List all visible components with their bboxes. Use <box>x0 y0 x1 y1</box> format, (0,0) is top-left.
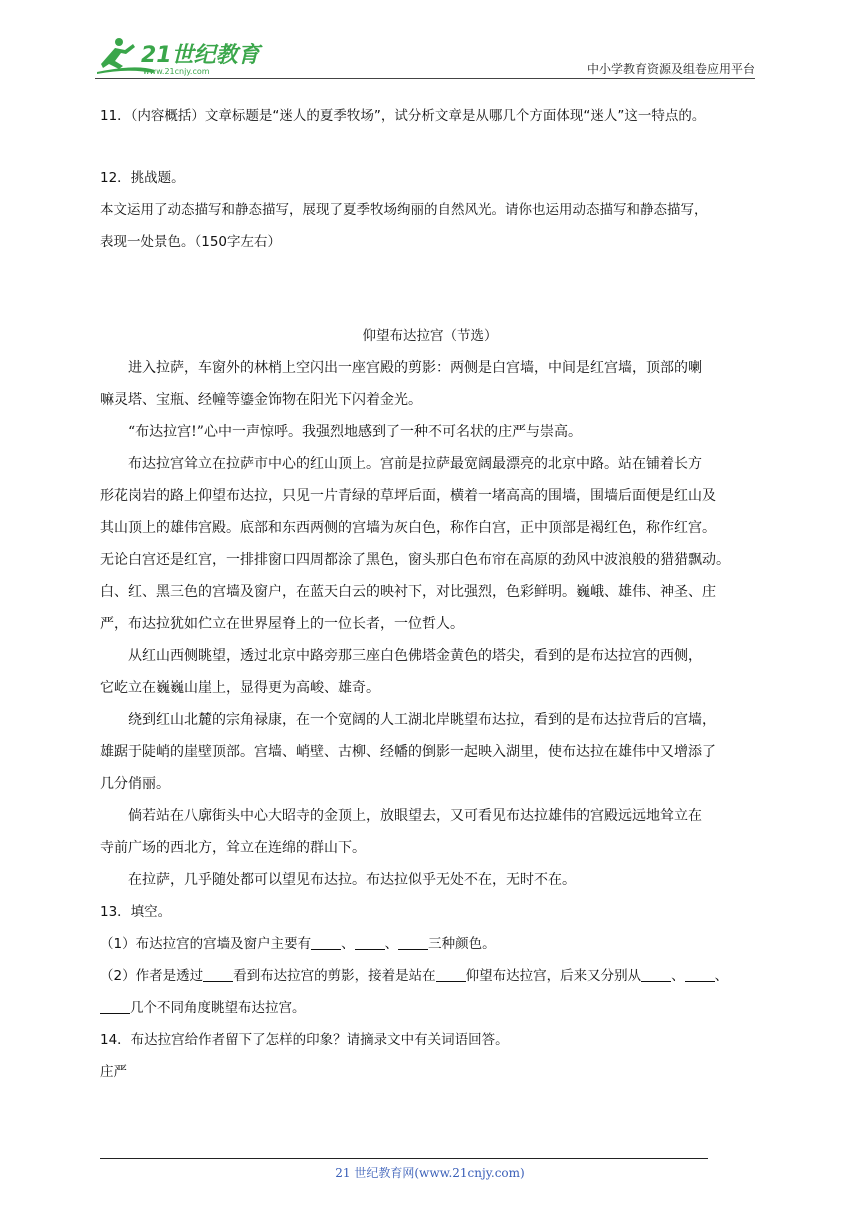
answer-blank[interactable] <box>355 935 385 950</box>
answer-blank[interactable] <box>203 967 233 982</box>
passage-line: 形花岗岩的路上仰望布达拉，只见一片青绿的草坪后面，横着一堵高高的围墙，围墙后面便是红山及 <box>100 488 716 504</box>
platform-label: 中小学教育资源及组卷应用平台 <box>586 62 755 76</box>
question-12-line2: 表现一处景色。（150字左右） <box>100 234 282 250</box>
question-12-title: 12．挑战题。 <box>100 170 185 186</box>
passage-line: 从红山西侧眺望，透过北京中路旁那三座白色佛塔金黄色的塔尖，看到的是布达拉宫的西侧， <box>128 648 702 664</box>
site-logo <box>95 34 265 76</box>
passage-line: 它屹立在巍巍山崖上，显得更为高峻、雄奇。 <box>100 680 380 696</box>
q13-2-text: （2）作者是透过 <box>100 968 204 984</box>
answer-blank[interactable] <box>685 967 715 982</box>
separator: 、 <box>714 968 729 984</box>
separator: 、 <box>671 968 685 984</box>
passage-line: 雄踞于陡峭的崖壁顶部。宫墙、峭壁、古柳、经幡的倒影一起映入湖里，使布达拉在雄伟中又增添了 <box>100 744 716 760</box>
question-13-2 <box>100 960 760 992</box>
answer-blank[interactable] <box>641 967 671 982</box>
passage-line: 在拉萨，几乎随处都可以望见布达拉。布达拉似乎无处不在，无时不在。 <box>128 872 576 888</box>
question-13-1 <box>100 928 760 960</box>
question-13-2-cont <box>100 992 760 1024</box>
passage-line: 几分俏丽。 <box>100 776 170 792</box>
passage-line: 倘若站在八廓街头中心大昭寺的金顶上，放眼望去，又可看见布达拉雄伟的宫殿远远地耸立在 <box>128 808 702 824</box>
passage-line: 其山顶上的雄伟宫殿。底部和东西两侧的宫墙为灰白色，称作白宫，正中顶部是褐红色，称作红宫。 <box>100 520 716 536</box>
footer-divider <box>100 1158 708 1159</box>
passage-line: 布达拉宫耸立在拉萨市中心的红山顶上。宫前是拉萨最宽阔最漂亮的北京中路。站在铺着长方 <box>128 456 702 472</box>
logo-url: www.21cnjy.com <box>143 67 210 76</box>
q13-2-text: 看到布达拉宫的剪影，接着是站在 <box>233 968 436 984</box>
document-body <box>100 100 760 1088</box>
question-14: 14．布达拉宫给作者留下了怎样的印象？请摘录文中有关词语回答。 <box>100 1032 509 1048</box>
footer-text: 21 世纪教育网(www.21cnjy.com) <box>335 1166 525 1180</box>
passage-line: 严，布达拉犹如伫立在世界屋脊上的一位长者，一位哲人。 <box>100 616 464 632</box>
answer-blank[interactable] <box>100 999 130 1014</box>
answer-text: 庄严 <box>100 1064 127 1080</box>
answer-blank[interactable] <box>311 935 341 950</box>
header-divider <box>95 78 755 79</box>
q13-2-text-end: 几个不同角度眺望布达拉宫。 <box>130 1000 306 1016</box>
question-12-line1: 本文运用了动态描写和静态描写，展现了夏季牧场绚丽的自然风光。请你也运用动态描写和静态描写， <box>100 202 708 218</box>
answer-blank[interactable] <box>398 935 428 950</box>
question-11: 11．（内容概括）文章标题是“迷人的夏季牧场”，试分析文章是从哪几个方面体现“迷人”这一特点的。 <box>100 108 706 124</box>
passage-line: 白、红、黑三色的宫墙及窗户，在蓝天白云的映衬下，对比强烈，色彩鲜明。巍峨、雄伟、神圣、庄 <box>100 584 716 600</box>
answer-blank[interactable] <box>436 967 466 982</box>
separator: 、 <box>384 936 399 952</box>
q13-1-text: （1）布达拉宫的宫墙及窗户主要有 <box>100 936 312 952</box>
passage-line: “布达拉宫!”心中一声惊呼。我强烈地感到了一种不可名状的庄严与崇高。 <box>128 424 582 440</box>
passage-line: 进入拉萨，车窗外的林梢上空闪出一座宫殿的剪影：两侧是白宫墙，中间是红宫墙，顶部的喇 <box>128 360 702 376</box>
passage-line: 寺前广场的西北方，耸立在连绵的群山下。 <box>100 840 366 856</box>
logo-text: 21世纪教育 <box>141 43 260 68</box>
q13-2-text: 仰望布达拉宫，后来又分别从 <box>465 968 642 984</box>
passage-line: 嘛灵塔、宝瓶、经幢等鎏金饰物在阳光下闪着金光。 <box>100 392 422 408</box>
page-header <box>95 30 755 80</box>
q13-1-text-end: 三种颜色。 <box>428 936 496 952</box>
separator: 、 <box>341 936 355 952</box>
passage-title: 仰望布达拉宫（节选） <box>362 328 498 344</box>
question-13-title: 13．填空。 <box>100 904 172 920</box>
passage-line: 绕到红山北麓的宗角禄康，在一个宽阔的人工湖北岸眺望布达拉，看到的是布达拉背后的宫墙， <box>128 712 716 728</box>
passage-line: 无论白宫还是红宫，一排排窗口四周都涂了黑色，窗头那白色布帘在高原的劲风中波浪般的猎猎飘动。 <box>100 552 730 568</box>
